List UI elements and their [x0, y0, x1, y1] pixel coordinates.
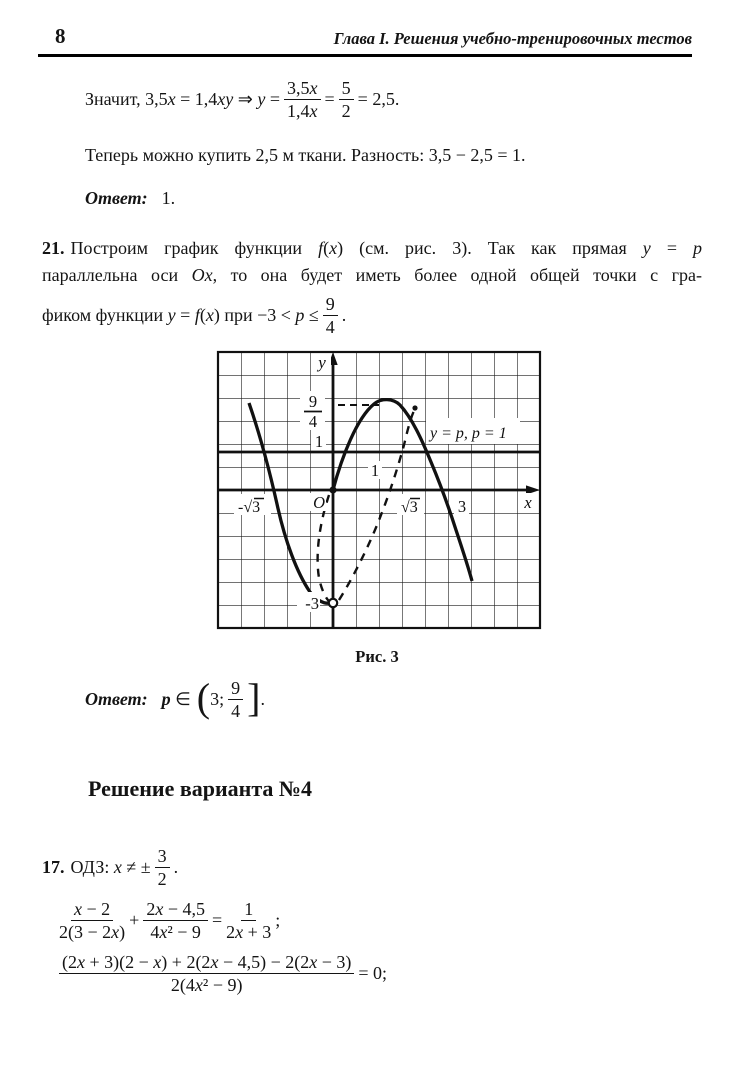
x-axis-label: x — [524, 493, 532, 512]
semicolon: ; — [275, 910, 281, 931]
page-number: 8 — [55, 24, 66, 48]
fraction-denominator: 2x + 3 — [226, 922, 272, 943]
fraction-denominator: 1,4x — [287, 101, 318, 122]
odz-text: ОДЗ: x ≠ ± — [70, 857, 151, 878]
problem-17-odz — [42, 846, 178, 889]
fraction — [59, 952, 354, 995]
tick-label-4: 4 — [308, 412, 318, 431]
answer-20 — [85, 188, 175, 209]
y-axis-label: y — [318, 353, 326, 372]
line-text: Построим график функции f(x) (см. рис. 3). Так как прямая y = p — [70, 238, 703, 258]
tick-label-9: 9 — [308, 392, 318, 411]
fraction-numerator: x − 2 — [71, 899, 113, 921]
problem-number: 17. — [42, 857, 65, 878]
close-bracket: ] — [247, 674, 261, 720]
eq20-post: = 2,5. — [357, 89, 400, 110]
figure-caption: Рис. 3 — [355, 647, 399, 666]
fraction-numerator: 1 — [241, 899, 256, 921]
fraction — [284, 78, 321, 121]
equation-17-1 — [55, 899, 280, 942]
fraction-numerator: 9 — [323, 294, 338, 316]
problem-number: 21. — [42, 238, 65, 258]
interval-start: 3; — [210, 689, 225, 710]
answer-21 — [85, 674, 265, 722]
eq20-pre: Значит, 3,5x = 1,4xy ⇒ y = — [85, 89, 281, 110]
origin-label: O — [313, 493, 325, 512]
paragraph-line: параллельна оси Ox, то она будет иметь более одной общей точки с гра- — [42, 265, 702, 285]
fraction-numerator: 3 — [155, 846, 170, 868]
paragraph-line — [42, 235, 702, 262]
fraction — [339, 78, 354, 121]
fraction — [323, 294, 338, 337]
tick-label-neg-sqrt3: -√3 — [238, 499, 261, 516]
fraction-denominator: 2 — [157, 869, 167, 890]
tick-label-x1: 1 — [370, 461, 380, 480]
fraction-denominator: 2 — [341, 101, 351, 122]
line-p-label: y = p, p = 1 — [430, 425, 507, 442]
odz-period: . — [173, 857, 179, 878]
paragraph-line — [42, 294, 702, 337]
fraction — [59, 899, 125, 942]
function-plot — [216, 350, 542, 630]
equals-sign: = — [211, 910, 223, 931]
origin-point — [329, 486, 336, 493]
period: . — [260, 689, 265, 710]
section-heading: Решение варианта №4 — [88, 776, 313, 801]
fraction-numerator: 3,5x — [284, 78, 321, 100]
equals-zero: = 0; — [358, 963, 388, 984]
fraction — [143, 899, 208, 942]
fraction-denominator: 4x² − 9 — [150, 922, 201, 943]
problem-21 — [42, 235, 702, 337]
answer-value: 1. — [161, 188, 176, 208]
tick-label-3: 3 — [457, 497, 467, 516]
fraction-denominator: 2(4x² − 9) — [170, 975, 243, 996]
line-text: . — [341, 305, 347, 326]
chapter-title: Глава I. Решения учебно-тренировочных тестов — [333, 29, 692, 48]
line-text: фиком функции y = f(x) при −3 < p ≤ — [42, 305, 319, 326]
plus-sign: + — [129, 910, 140, 931]
fraction-numerator: (2x + 3)(2 − x) + 2(2x − 4,5) − 2(2x − 3) — [59, 952, 354, 974]
fraction-denominator: 2(3 − 2x) — [59, 922, 126, 943]
running-head — [38, 24, 692, 57]
tick-label-y1: 1 — [314, 432, 324, 451]
open-paren: ( — [196, 674, 211, 720]
fraction-numerator: 9 — [228, 678, 243, 700]
solution-text: Теперь можно купить 2,5 м ткани. Разность: 3,5 − 2,5 = 1. — [85, 145, 526, 165]
junction-point — [412, 405, 417, 410]
equation-20 — [85, 78, 399, 121]
fraction-numerator: 5 — [339, 78, 354, 100]
fraction-denominator: 4 — [325, 317, 335, 338]
answer-pre: p ∈ — [161, 689, 191, 710]
answer-label: Ответ: — [85, 689, 148, 710]
tick-label-sqrt3: √3 — [401, 499, 418, 516]
open-point-minus3 — [329, 599, 337, 607]
equation-17-2 — [55, 952, 387, 995]
fraction — [226, 899, 271, 942]
figure-graph — [216, 350, 542, 667]
answer-label: Ответ: — [85, 188, 148, 208]
fraction — [228, 678, 243, 721]
fraction-denominator: 4 — [231, 701, 241, 722]
fraction — [155, 846, 170, 889]
tick-label-neg3: -3 — [305, 594, 319, 613]
fraction-numerator: 2x − 4,5 — [143, 899, 208, 921]
eq20-mid: = — [324, 89, 335, 110]
